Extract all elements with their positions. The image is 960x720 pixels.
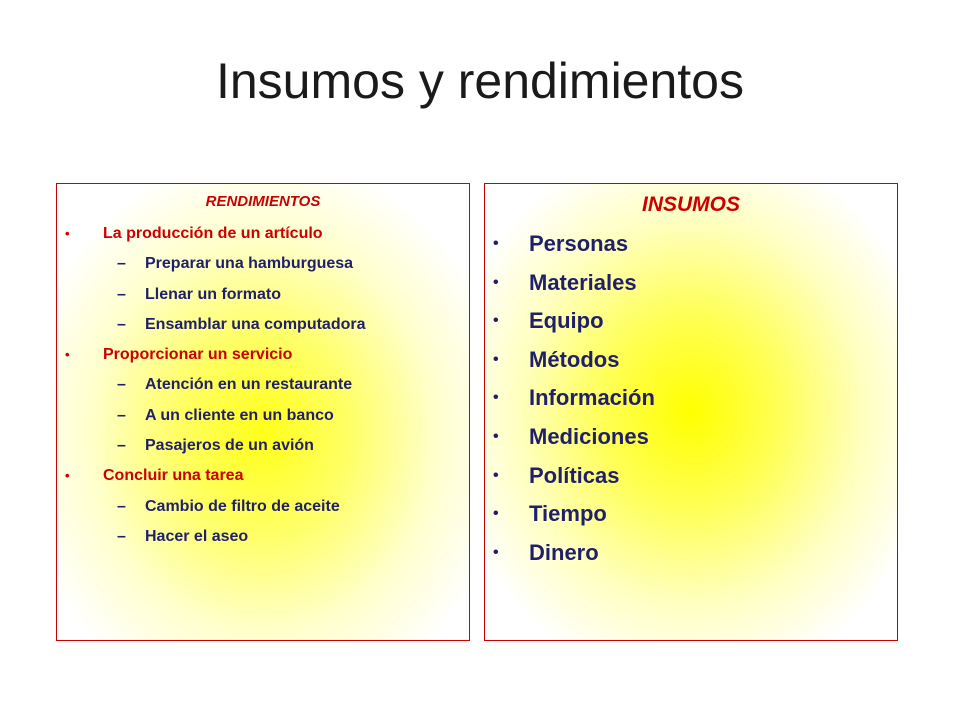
bullet-icon: • xyxy=(493,312,499,330)
insumos-heading: INSUMOS xyxy=(641,193,740,216)
list-subitem xyxy=(57,254,366,284)
list-item xyxy=(485,269,655,308)
list-item xyxy=(57,224,366,254)
list-item xyxy=(485,423,655,462)
list-subitem xyxy=(57,406,366,436)
list-item-label: Políticas xyxy=(529,462,620,488)
insumos-panel xyxy=(484,183,898,641)
bullet-icon: • xyxy=(65,347,70,363)
list-item-label: Métodos xyxy=(529,346,620,372)
rendimientos-panel xyxy=(56,183,470,641)
bullet-icon: • xyxy=(493,235,499,252)
list-subitem-label: Llenar un formato xyxy=(145,285,282,303)
bullet-icon: • xyxy=(493,427,499,445)
list-subitem xyxy=(57,285,366,315)
list-item-label: Mediciones xyxy=(529,423,649,449)
rendimientos-list xyxy=(57,224,366,557)
list-subitem-label: A un cliente en un banco xyxy=(145,406,334,424)
list-subitem xyxy=(57,375,366,405)
list-subitem xyxy=(57,527,366,557)
list-item-label: Personas xyxy=(529,231,629,256)
dash-icon: – xyxy=(117,406,126,424)
list-item xyxy=(57,466,366,496)
dash-icon: – xyxy=(117,437,126,455)
dash-icon: – xyxy=(117,527,126,545)
list-item-label: Información xyxy=(529,385,655,411)
list-item-label: Equipo xyxy=(529,308,604,334)
list-subitem-label: Ensamblar una computadora xyxy=(145,315,366,333)
bullet-icon: • xyxy=(493,466,499,484)
list-item xyxy=(485,307,655,346)
dash-icon: – xyxy=(117,285,126,303)
list-subitem xyxy=(57,497,366,527)
rendimientos-heading: RENDIMIENTOS xyxy=(205,193,321,210)
bullet-icon: • xyxy=(493,543,499,561)
list-item-label: Materiales xyxy=(529,269,637,295)
bullet-icon: • xyxy=(493,505,499,523)
list-item-label: Tiempo xyxy=(529,501,607,527)
dash-icon: – xyxy=(117,497,126,515)
list-item-label: Proporcionar un servicio xyxy=(103,346,293,364)
list-item xyxy=(485,539,655,578)
list-item xyxy=(485,346,655,385)
bullet-icon: • xyxy=(493,350,499,368)
list-subitem-label: Hacer el aseo xyxy=(145,527,249,545)
dash-icon: – xyxy=(117,315,126,333)
list-item-label: Dinero xyxy=(529,539,599,565)
list-subitem-label: Pasajeros de un avión xyxy=(145,437,314,455)
list-subitem-label: Atención en un restaurante xyxy=(145,376,353,394)
list-item xyxy=(485,230,655,269)
list-subitem xyxy=(57,436,366,466)
insumos-list xyxy=(485,230,655,577)
list-subitem-label: Preparar una hamburguesa xyxy=(145,255,354,273)
dash-icon: – xyxy=(117,376,126,394)
slide-title: Insumos y rendimientos xyxy=(215,53,744,109)
bullet-icon: • xyxy=(65,468,70,484)
list-item xyxy=(57,345,366,375)
list-item-label: La producción de un artículo xyxy=(103,225,323,242)
list-subitem-label: Cambio de filtro de aceite xyxy=(145,497,340,515)
list-subitem xyxy=(57,315,366,345)
list-item xyxy=(485,384,655,423)
list-item xyxy=(485,462,655,501)
bullet-icon: • xyxy=(493,389,499,407)
list-item-label: Concluir una tarea xyxy=(103,467,244,485)
bullet-icon: • xyxy=(493,273,499,291)
bullet-icon: • xyxy=(65,226,70,241)
dash-icon: – xyxy=(117,255,126,273)
list-item xyxy=(485,500,655,539)
